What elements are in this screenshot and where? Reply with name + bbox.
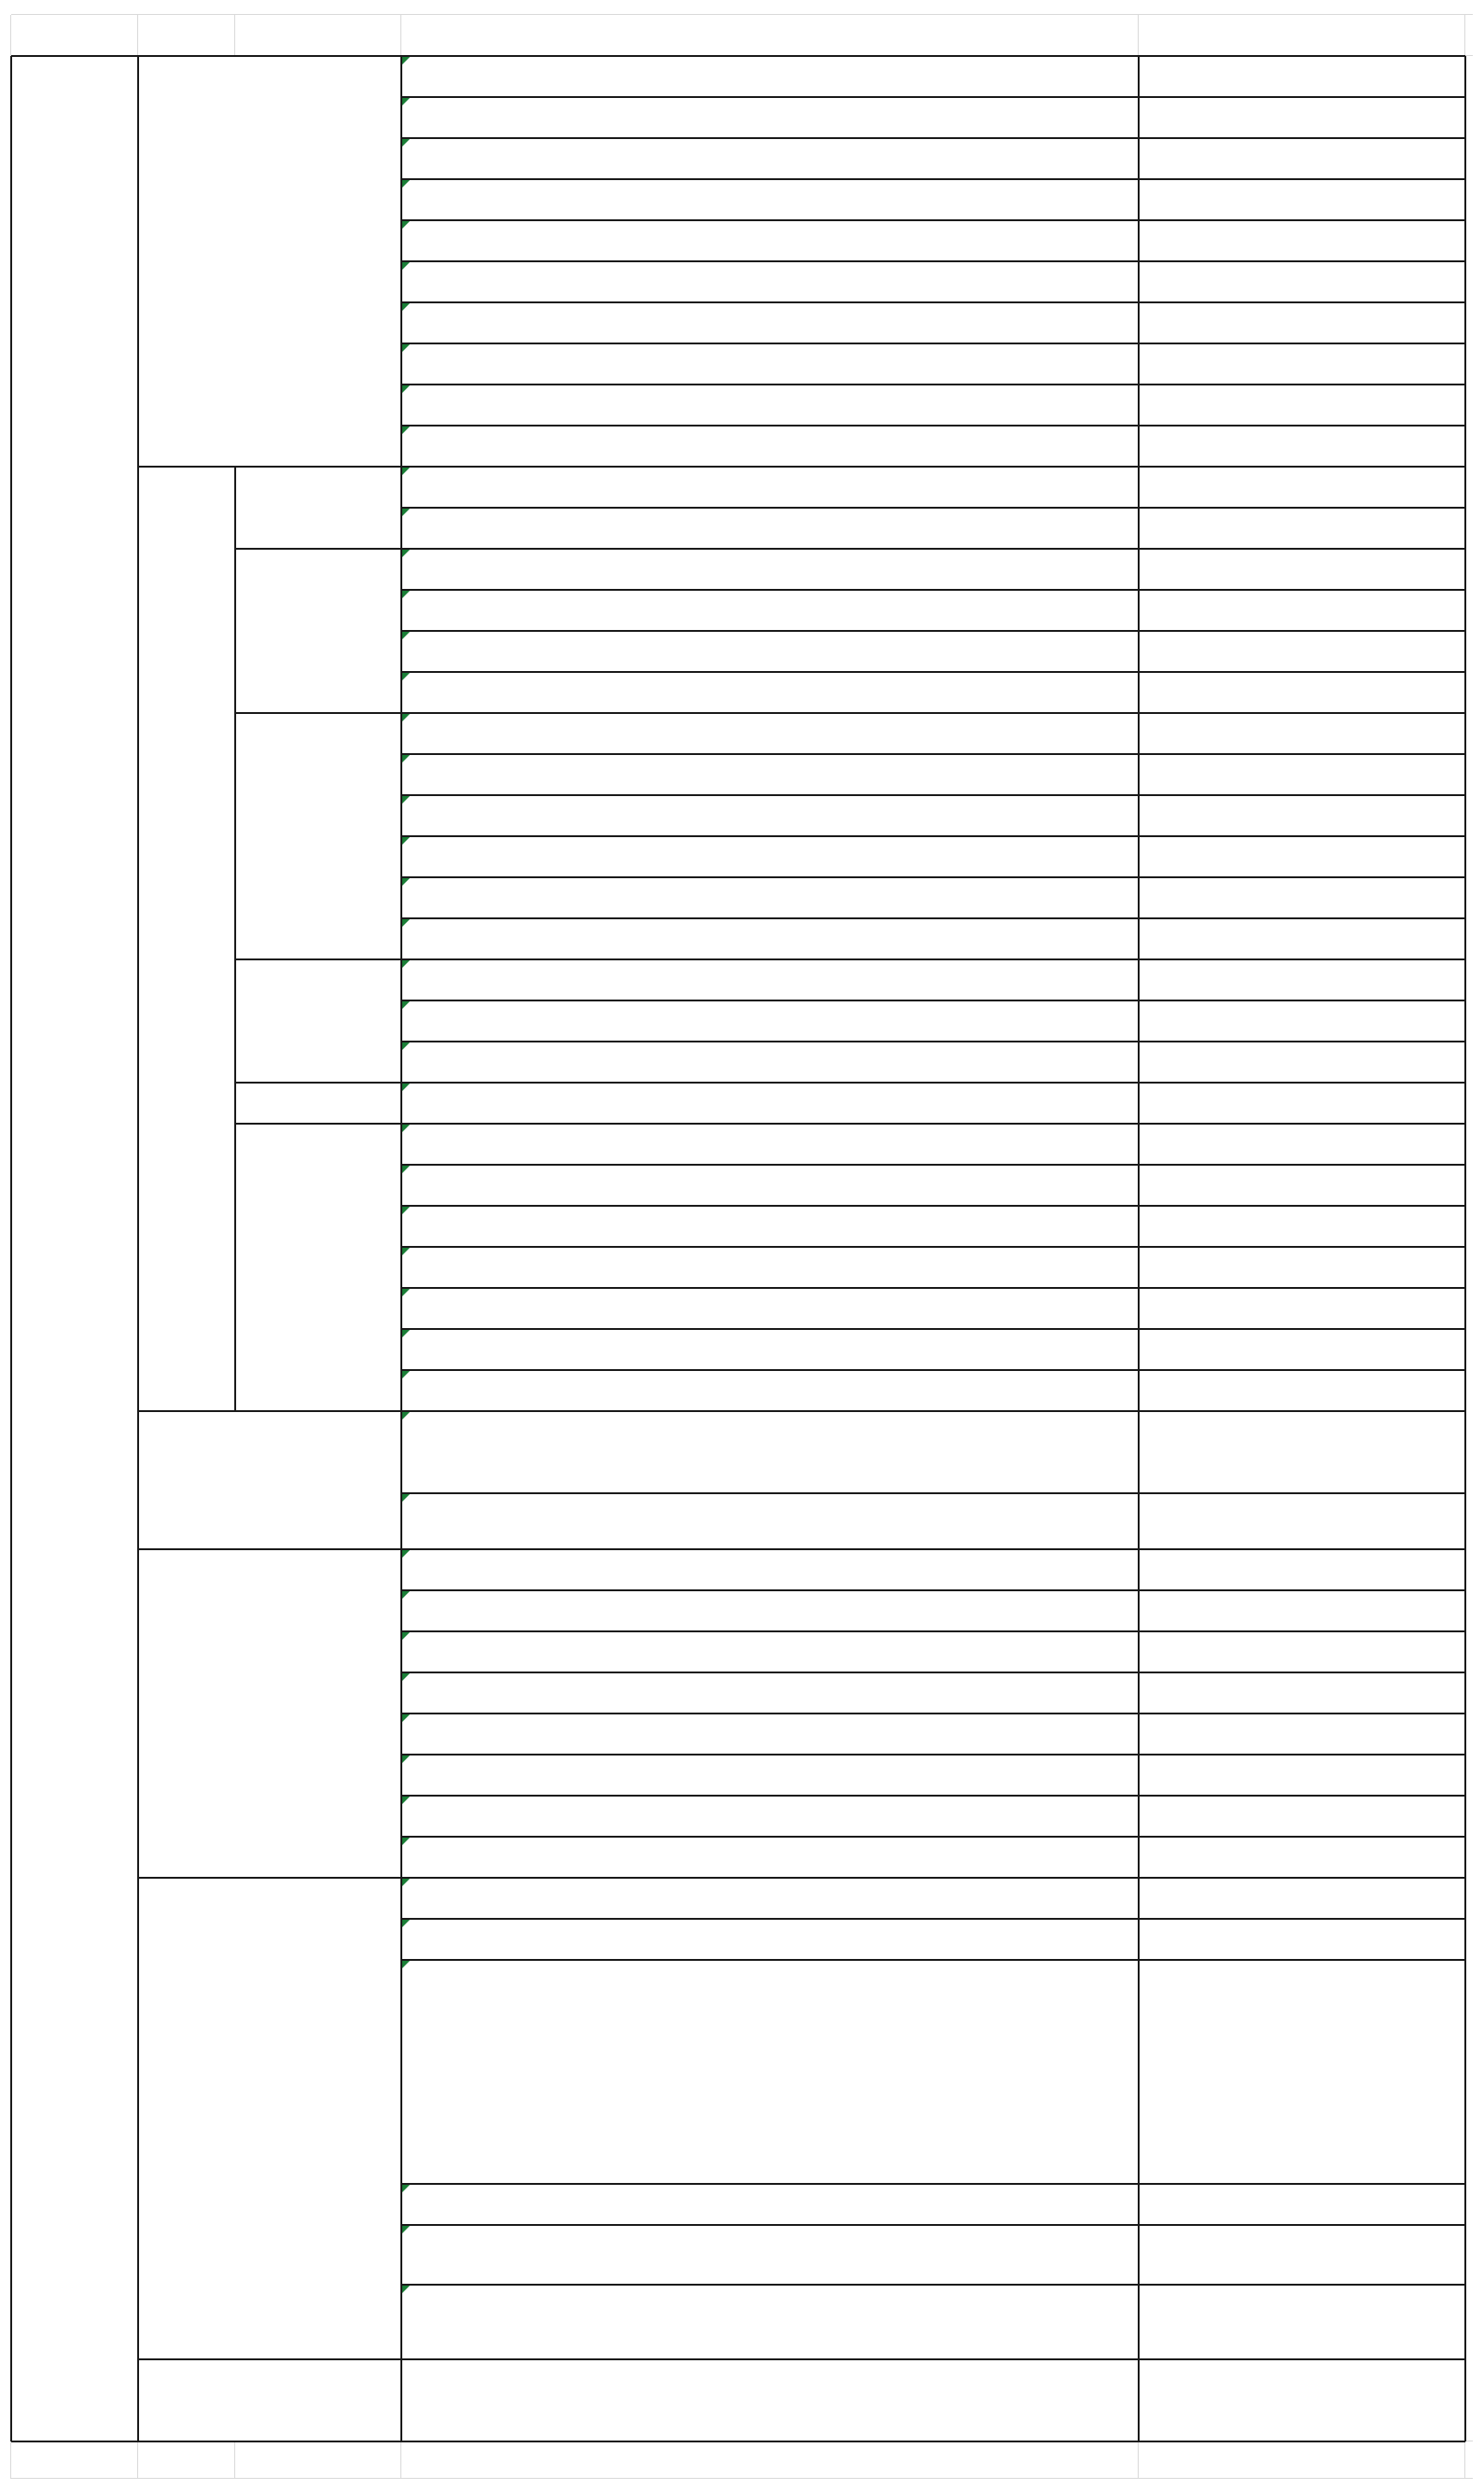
formula-cell[interactable] (1139, 56, 1465, 97)
symptom-cell[interactable] (401, 754, 1139, 795)
error-indicator (402, 509, 410, 516)
formula-cell[interactable] (1139, 2184, 1465, 2225)
subcategory-cell[interactable] (235, 959, 401, 1083)
symptom-cell[interactable] (401, 1960, 1139, 2184)
symptom-cell[interactable] (401, 1919, 1139, 1960)
symptom-cell[interactable] (401, 1755, 1139, 1796)
formula-cell[interactable] (1139, 1247, 1465, 1288)
grid-line (1138, 2441, 1139, 2479)
symptom-cell[interactable] (401, 56, 1139, 97)
error-indicator (402, 1371, 410, 1378)
formula-cell[interactable] (1139, 1549, 1465, 1590)
symptom-cell[interactable] (401, 1796, 1139, 1837)
cell-border (138, 2358, 401, 2360)
grid-line (10, 15, 11, 56)
symptom-cell[interactable] (401, 1165, 1139, 1206)
error-indicator (402, 1714, 410, 1722)
subcategory-cell[interactable] (235, 549, 401, 713)
category-cell[interactable] (138, 1878, 401, 2359)
error-indicator (402, 1412, 410, 1420)
formula-cell[interactable] (1139, 220, 1465, 261)
error-indicator (402, 1879, 410, 1886)
error-indicator (402, 427, 410, 434)
formula-cell[interactable] (1139, 713, 1465, 754)
error-indicator (402, 1042, 410, 1050)
formula-cell[interactable] (1139, 1672, 1465, 1714)
symptom-cell[interactable] (401, 631, 1139, 672)
symptom-cell[interactable] (401, 302, 1139, 343)
symptom-cell[interactable] (401, 590, 1139, 631)
cell-border (138, 1548, 401, 1550)
error-indicator (402, 262, 410, 270)
symptom-cell[interactable] (401, 138, 1139, 179)
error-indicator (402, 1166, 410, 1173)
error-indicator (402, 1125, 410, 1132)
error-indicator (402, 1084, 410, 1091)
error-indicator (402, 180, 410, 188)
formula-cell[interactable] (1139, 754, 1465, 795)
error-indicator (402, 878, 410, 886)
grid-line (137, 2441, 138, 2479)
symptom-cell[interactable] (401, 261, 1139, 302)
formula-cell[interactable] (1139, 1837, 1465, 1878)
error-indicator (402, 755, 410, 762)
error-indicator (402, 1961, 410, 1968)
formula-cell[interactable] (1139, 1206, 1465, 1247)
symptom-cell[interactable] (401, 1329, 1139, 1370)
formula-cell[interactable] (1139, 959, 1465, 1000)
cell-border (11, 55, 1465, 57)
formula-cell[interactable] (1139, 302, 1465, 343)
cell-border (11, 2441, 1465, 2442)
error-indicator (402, 837, 410, 845)
cell-border (235, 1410, 401, 1412)
formula-cell[interactable] (1139, 672, 1465, 713)
cell-border (138, 1877, 401, 1879)
symptom-cell[interactable] (401, 1714, 1139, 1755)
symptom-cell[interactable] (401, 1549, 1139, 1590)
symptom-cell[interactable] (401, 220, 1139, 261)
subcategory-cell[interactable] (235, 467, 401, 549)
cell-border (137, 56, 139, 2441)
formula-cell[interactable] (1139, 1796, 1465, 1837)
symptom-cell[interactable] (401, 713, 1139, 754)
cell-border (1138, 56, 1140, 2441)
cell-border (400, 56, 402, 2441)
formula-cell[interactable] (1139, 877, 1465, 918)
error-indicator (402, 2226, 410, 2233)
symptom-cell[interactable] (401, 1672, 1139, 1714)
error-indicator (402, 468, 410, 475)
symptom-cell[interactable] (401, 426, 1139, 467)
error-indicator (402, 1207, 410, 1214)
symptom-cell[interactable] (401, 343, 1139, 385)
symptom-cell[interactable] (401, 877, 1139, 918)
symptom-cell[interactable] (401, 467, 1139, 508)
formula-cell[interactable] (1139, 2225, 1465, 2285)
symptom-cell[interactable] (401, 549, 1139, 590)
error-indicator (402, 714, 410, 721)
error-indicator (402, 2185, 410, 2192)
error-indicator (402, 1289, 410, 1296)
formula-cell[interactable] (1139, 1590, 1465, 1631)
error-indicator (402, 1632, 410, 1640)
symptom-cell[interactable] (401, 2225, 1139, 2285)
error-indicator (402, 1001, 410, 1009)
formula-cell[interactable] (1139, 1165, 1465, 1206)
formula-cell[interactable] (1139, 795, 1465, 836)
error-indicator (402, 1591, 410, 1599)
error-indicator (402, 1673, 410, 1681)
subcategory-cell[interactable] (235, 1124, 401, 1411)
symptom-cell[interactable] (401, 1247, 1139, 1288)
grid-line (137, 15, 138, 56)
symptom-cell[interactable] (401, 508, 1139, 549)
symptom-cell[interactable] (401, 1493, 1139, 1549)
grid-line (234, 15, 235, 56)
error-indicator (402, 1550, 410, 1558)
formula-cell[interactable] (1139, 836, 1465, 877)
symptom-cell[interactable] (401, 1878, 1139, 1919)
formula-cell[interactable] (1139, 343, 1465, 385)
grid-line (10, 2441, 11, 2479)
subcategory-cell[interactable] (235, 1083, 401, 1124)
category-cell[interactable] (138, 1549, 401, 1878)
group-cell[interactable] (11, 56, 138, 2441)
error-indicator (402, 1920, 410, 1927)
cell-border (10, 56, 12, 2441)
symptom-cell[interactable] (401, 385, 1139, 426)
symptom-cell[interactable] (401, 1042, 1139, 1083)
error-indicator (402, 221, 410, 229)
symptom-cell[interactable] (401, 672, 1139, 713)
error-indicator (402, 139, 410, 147)
subcategory-cell[interactable] (235, 713, 401, 959)
grid-line (11, 2478, 1473, 2479)
formula-cell[interactable] (1139, 426, 1465, 467)
error-indicator (402, 344, 410, 352)
symptom-cell[interactable] (401, 959, 1139, 1000)
error-indicator (402, 2286, 410, 2293)
formula-cell[interactable] (1139, 590, 1465, 631)
formula-cell[interactable] (1139, 467, 1465, 508)
formula-cell[interactable] (1139, 97, 1465, 138)
error-indicator (402, 550, 410, 557)
cell-border (234, 467, 236, 1411)
formula-cell[interactable] (1139, 1960, 1465, 2184)
formula-cell[interactable] (1139, 1083, 1465, 1124)
formula-cell[interactable] (1139, 1755, 1465, 1796)
formula-cell[interactable] (1139, 508, 1465, 549)
formula-cell[interactable] (1139, 1000, 1465, 1042)
symptom-cell[interactable] (401, 1083, 1139, 1124)
error-indicator (402, 960, 410, 968)
formula-cell[interactable] (1139, 2285, 1465, 2359)
error-indicator (402, 1838, 410, 1845)
category-cell[interactable] (138, 56, 401, 467)
error-indicator (402, 632, 410, 639)
formula-cell[interactable] (1139, 1919, 1465, 1960)
formula-cell[interactable] (1139, 1411, 1465, 1493)
formula-cell[interactable] (1139, 918, 1465, 959)
footer-mark (235, 2441, 401, 2479)
column-header-formula (1139, 15, 1465, 56)
symptom-cell[interactable] (401, 795, 1139, 836)
symptom-cell[interactable] (401, 836, 1139, 877)
formula-cell[interactable] (1139, 549, 1465, 590)
symptom-cell[interactable] (401, 2184, 1139, 2225)
formula-cell[interactable] (1139, 1124, 1465, 1165)
error-indicator (402, 919, 410, 927)
formula-cell[interactable] (1139, 1878, 1465, 1919)
grid-line (400, 15, 401, 56)
symptom-cell[interactable] (401, 1590, 1139, 1631)
formula-cell[interactable] (1139, 138, 1465, 179)
error-indicator (402, 98, 410, 105)
symptom-cell[interactable] (401, 1000, 1139, 1042)
formula-cell[interactable] (1139, 1714, 1465, 1755)
symptom-cell[interactable] (401, 1837, 1139, 1878)
error-indicator (402, 1756, 410, 1763)
category-cell[interactable] (138, 467, 235, 1411)
symptom-cell[interactable] (401, 1370, 1139, 1411)
formula-cell[interactable] (1139, 631, 1465, 672)
symptom-cell[interactable] (401, 918, 1139, 959)
grid-line (1464, 2441, 1465, 2479)
category-cell[interactable] (138, 1411, 401, 1549)
formula-cell[interactable] (1139, 179, 1465, 220)
symptom-cell[interactable] (401, 1288, 1139, 1329)
symptom-cell[interactable] (401, 1411, 1139, 1493)
formula-cell[interactable] (1139, 385, 1465, 426)
symptom-cell[interactable] (401, 97, 1139, 138)
symptom-cell[interactable] (401, 1631, 1139, 1672)
error-indicator (402, 57, 410, 64)
error-indicator (402, 1494, 410, 1502)
error-indicator (402, 1797, 410, 1804)
formula-cell[interactable] (1139, 1370, 1465, 1411)
error-indicator (402, 591, 410, 598)
error-indicator (402, 303, 410, 311)
error-indicator (402, 385, 410, 393)
error-indicator (402, 1248, 410, 1255)
formula-cell[interactable] (1139, 1493, 1465, 1549)
symptom-cell[interactable] (401, 1206, 1139, 1247)
symptom-cell[interactable] (401, 2285, 1139, 2359)
formula-cell[interactable] (1139, 1631, 1465, 1672)
error-indicator (402, 796, 410, 804)
formula-cell[interactable] (1139, 1329, 1465, 1370)
symptom-cell[interactable] (401, 1124, 1139, 1165)
error-indicator (402, 1330, 410, 1337)
cell-border (401, 2358, 1465, 2360)
cell-border (1464, 56, 1466, 2441)
symptom-cell[interactable] (401, 179, 1139, 220)
formula-cell[interactable] (1139, 261, 1465, 302)
error-indicator (402, 673, 410, 680)
formula-cell[interactable] (1139, 1042, 1465, 1083)
formula-cell[interactable] (1139, 1288, 1465, 1329)
